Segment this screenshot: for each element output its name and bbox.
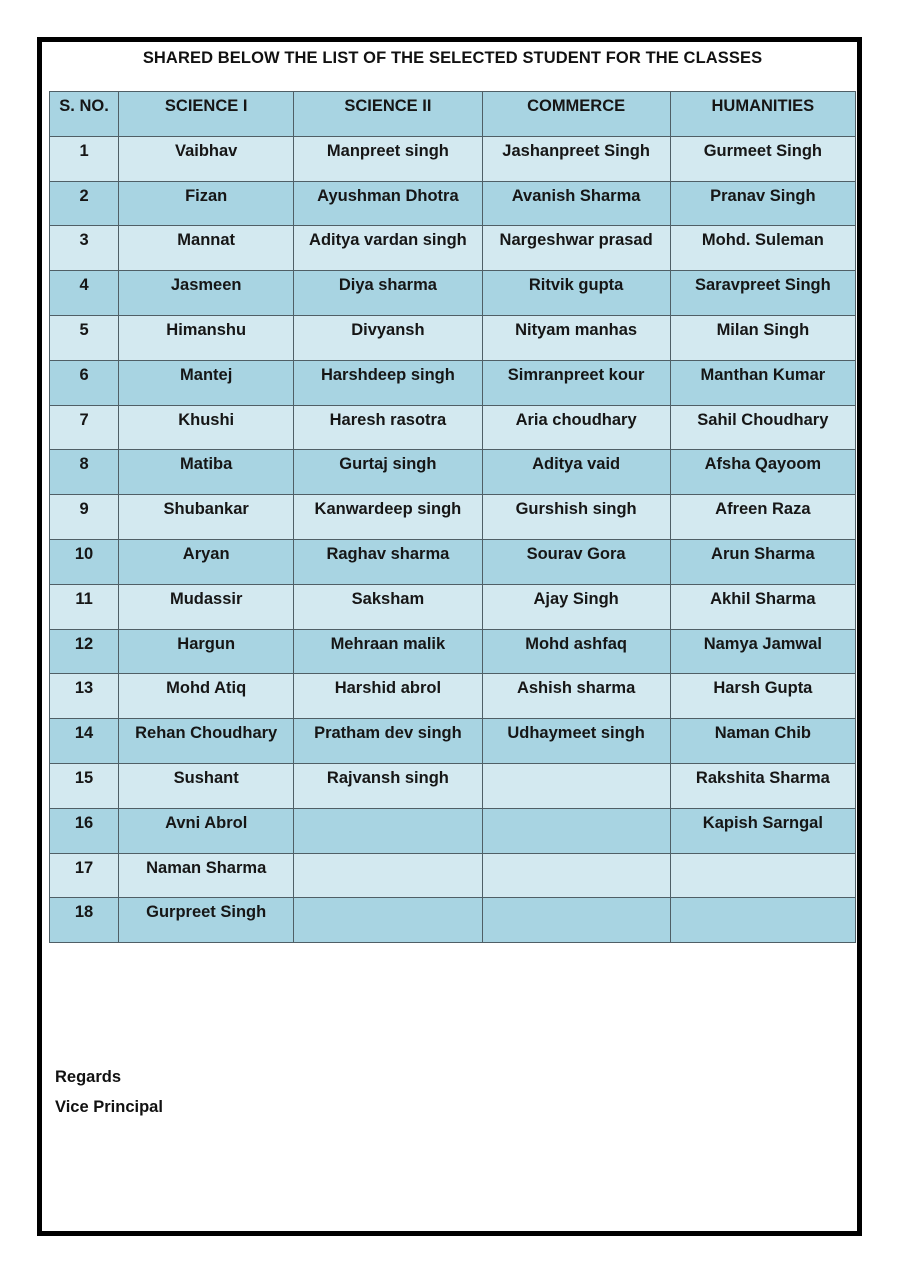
cell-science-2: Divyansh (294, 315, 482, 360)
cell-science-2 (294, 808, 482, 853)
table-row (50, 584, 856, 629)
cell-humanities: Arun Sharma (670, 539, 855, 584)
page-title: SHARED BELOW THE LIST OF THE SELECTED STUDENT FOR THE CLASSES (142, 49, 763, 67)
cell-commerce (482, 808, 670, 853)
cell-science-1: Mudassir (119, 584, 294, 629)
cell-commerce: Simranpreet kour (482, 360, 670, 405)
table-row (50, 808, 856, 853)
cell-science-2: Manpreet singh (294, 136, 482, 181)
cell-humanities: Pranav Singh (670, 181, 855, 226)
cell-science-2: Ayushman Dhotra (294, 181, 482, 226)
cell-commerce: Gurshish singh (482, 495, 670, 540)
cell-sno: 11 (50, 584, 119, 629)
cell-commerce: Nityam manhas (482, 315, 670, 360)
table-row (50, 360, 856, 405)
cell-sno: 10 (50, 539, 119, 584)
cell-commerce: Ajay Singh (482, 584, 670, 629)
cell-sno: 15 (50, 763, 119, 808)
table-row (50, 674, 856, 719)
cell-humanities: Sahil Choudhary (670, 405, 855, 450)
cell-sno: 5 (50, 315, 119, 360)
cell-humanities: Gurmeet Singh (670, 136, 855, 181)
cell-sno: 8 (50, 450, 119, 495)
column-header-science-1: SCIENCE I (119, 92, 294, 137)
cell-humanities: Namya Jamwal (670, 629, 855, 674)
cell-sno: 4 (50, 271, 119, 316)
cell-commerce: Avanish Sharma (482, 181, 670, 226)
cell-humanities: Harsh Gupta (670, 674, 855, 719)
signatory-designation: Vice Principal (55, 1098, 163, 1116)
cell-science-1: Matiba (119, 450, 294, 495)
table-row (50, 898, 856, 943)
cell-science-1: Avni Abrol (119, 808, 294, 853)
cell-science-2: Mehraan malik (294, 629, 482, 674)
table-row (50, 181, 856, 226)
cell-humanities: Saravpreet Singh (670, 271, 855, 316)
cell-sno: 9 (50, 495, 119, 540)
table-row (50, 315, 856, 360)
column-header-sno: S. NO. (50, 92, 119, 137)
cell-science-2: Rajvansh singh (294, 763, 482, 808)
cell-commerce: Mohd ashfaq (482, 629, 670, 674)
table-row (50, 853, 856, 898)
cell-science-1: Sushant (119, 763, 294, 808)
cell-commerce: Ashish sharma (482, 674, 670, 719)
table-row (50, 495, 856, 540)
table-row (50, 629, 856, 674)
cell-science-2: Raghav sharma (294, 539, 482, 584)
cell-science-2 (294, 853, 482, 898)
cell-science-1: Mantej (119, 360, 294, 405)
cell-science-2: Saksham (294, 584, 482, 629)
cell-science-2: Gurtaj singh (294, 450, 482, 495)
cell-science-1: Mohd Atiq (119, 674, 294, 719)
cell-humanities (670, 853, 855, 898)
table-row (50, 136, 856, 181)
cell-humanities: Manthan Kumar (670, 360, 855, 405)
column-header-humanities: HUMANITIES (670, 92, 855, 137)
regards-text: Regards (55, 1068, 122, 1086)
cell-science-1: Khushi (119, 405, 294, 450)
cell-science-1: Naman Sharma (119, 853, 294, 898)
cell-humanities: Naman Chib (670, 719, 855, 764)
cell-science-1: Shubankar (119, 495, 294, 540)
cell-sno: 16 (50, 808, 119, 853)
cell-sno: 7 (50, 405, 119, 450)
cell-humanities: Mohd. Suleman (670, 226, 855, 271)
cell-science-1: Jasmeen (119, 271, 294, 316)
table-row (50, 226, 856, 271)
table-row (50, 405, 856, 450)
cell-sno: 18 (50, 898, 119, 943)
table-header-row (50, 92, 856, 137)
table-body (50, 136, 856, 942)
cell-sno: 6 (50, 360, 119, 405)
cell-sno: 12 (50, 629, 119, 674)
cell-sno: 17 (50, 853, 119, 898)
column-header-commerce: COMMERCE (482, 92, 670, 137)
cell-science-2: Kanwardeep singh (294, 495, 482, 540)
cell-science-1: Rehan Choudhary (119, 719, 294, 764)
table-row (50, 719, 856, 764)
cell-humanities: Afsha Qayoom (670, 450, 855, 495)
cell-commerce: Udhaymeet singh (482, 719, 670, 764)
cell-science-2: Haresh rasotra (294, 405, 482, 450)
cell-science-2: Pratham dev singh (294, 719, 482, 764)
cell-sno: 2 (50, 181, 119, 226)
cell-science-2: Harshdeep singh (294, 360, 482, 405)
cell-commerce: Aria choudhary (482, 405, 670, 450)
cell-commerce: Ritvik gupta (482, 271, 670, 316)
cell-science-2: Harshid abrol (294, 674, 482, 719)
cell-humanities: Akhil Sharma (670, 584, 855, 629)
cell-science-1: Gurpreet Singh (119, 898, 294, 943)
cell-science-1: Aryan (119, 539, 294, 584)
cell-commerce (482, 763, 670, 808)
cell-science-1: Vaibhav (119, 136, 294, 181)
cell-humanities (670, 898, 855, 943)
cell-sno: 3 (50, 226, 119, 271)
cell-sno: 1 (50, 136, 119, 181)
cell-science-2: Diya sharma (294, 271, 482, 316)
table-row (50, 450, 856, 495)
cell-humanities: Rakshita Sharma (670, 763, 855, 808)
cell-science-1: Hargun (119, 629, 294, 674)
table-row (50, 763, 856, 808)
table-row (50, 271, 856, 316)
cell-science-1: Himanshu (119, 315, 294, 360)
cell-humanities: Kapish Sarngal (670, 808, 855, 853)
cell-commerce: Jashanpreet Singh (482, 136, 670, 181)
cell-science-1: Mannat (119, 226, 294, 271)
cell-humanities: Afreen Raza (670, 495, 855, 540)
cell-science-2: Aditya vardan singh (294, 226, 482, 271)
cell-commerce (482, 853, 670, 898)
cell-commerce: Aditya vaid (482, 450, 670, 495)
cell-sno: 14 (50, 719, 119, 764)
table-row (50, 539, 856, 584)
cell-commerce: Nargeshwar prasad (482, 226, 670, 271)
cell-sno: 13 (50, 674, 119, 719)
cell-commerce (482, 898, 670, 943)
cell-science-1: Fizan (119, 181, 294, 226)
cell-humanities: Milan Singh (670, 315, 855, 360)
cell-commerce: Sourav Gora (482, 539, 670, 584)
column-header-science-2: SCIENCE II (294, 92, 482, 137)
cell-science-2 (294, 898, 482, 943)
student-list-table (49, 91, 856, 943)
